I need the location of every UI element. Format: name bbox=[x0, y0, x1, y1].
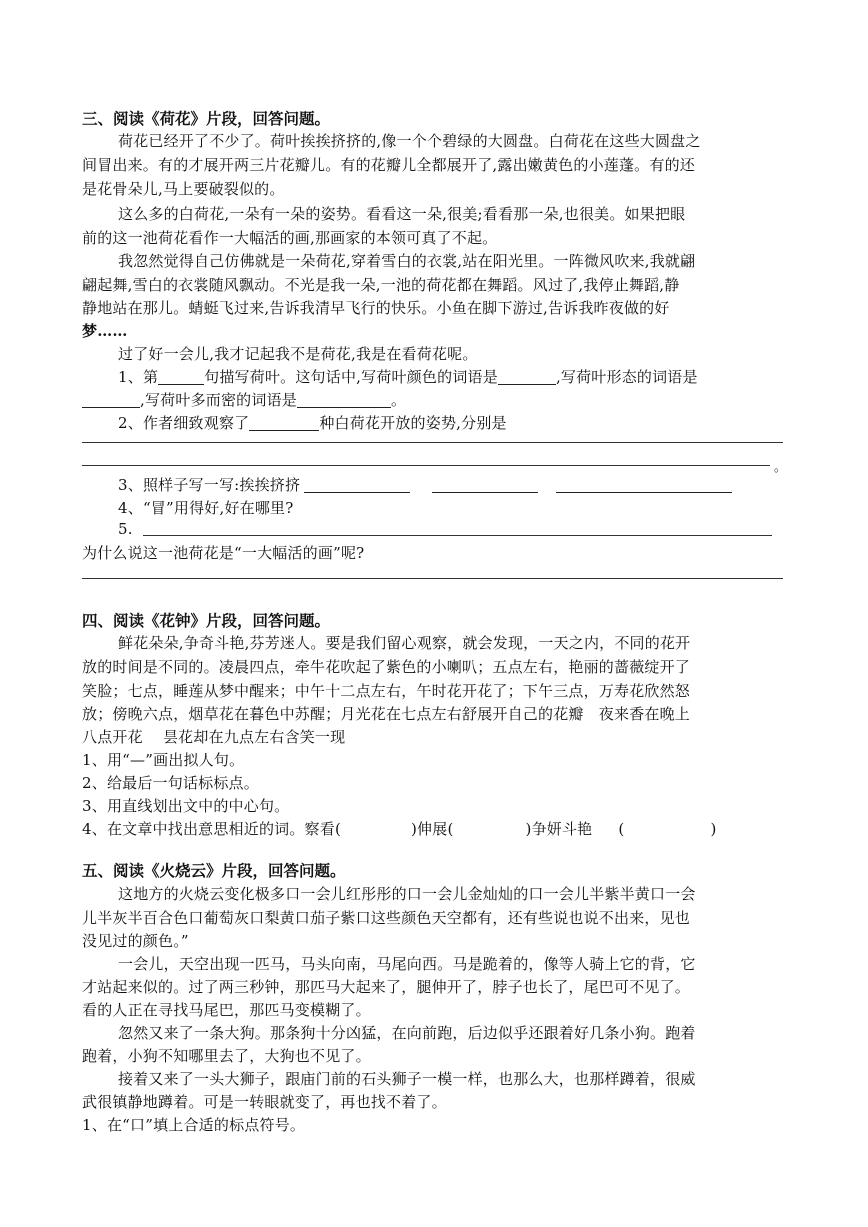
s3-q2-answer-line-2[interactable] bbox=[82, 465, 770, 466]
s5-text-line3: 没见过的颜色。” bbox=[82, 932, 189, 950]
section-4-title: 四、阅读《花钟》片段，回答问题。 bbox=[82, 612, 331, 630]
s3-paragraph4-line1: 过了好一会儿,我才记起我不是荷花,我是在看荷花呢。 bbox=[118, 345, 478, 363]
s3-q1-text-c: ,写荷叶形态的词语是 bbox=[555, 368, 698, 386]
s3-q1-blank-dense[interactable] bbox=[297, 393, 391, 408]
s4-text-line3: 笑脸；七点，睡莲从梦中醒来；中午十二点左右，午时花开花了；下午三点，万寿花欣然怒 bbox=[82, 682, 691, 700]
s5-question1: 1、在“口”填上合适的标点符号。 bbox=[82, 1116, 306, 1134]
s3-question4-line: 4、“冒”用得好,好在哪里? bbox=[118, 499, 294, 517]
s5-text-line8: 跑着，小狗不知哪里去了，大狗也不见了。 bbox=[82, 1047, 371, 1065]
s5-text-line10: 武很镇静地蹲着。可是一转眼就变了，再也找不着了。 bbox=[82, 1093, 447, 1111]
s3-q1-blank-shape[interactable] bbox=[82, 393, 140, 408]
s3-q3-blank-3[interactable] bbox=[556, 478, 732, 493]
s4-q4-text-a: 4、在文章中找出意思相近的词。察看( bbox=[82, 820, 341, 838]
s3-q2-end-period: 。 bbox=[774, 457, 787, 475]
s3-q3-blank-2[interactable] bbox=[432, 478, 538, 493]
s3-question3-line bbox=[118, 474, 732, 495]
section-3-title: 三、阅读《荷花》片段，回答问题。 bbox=[82, 110, 331, 128]
s3-q2-text-b: 种白荷花开放的姿势,分别是 bbox=[319, 414, 507, 432]
s3-question2-line bbox=[118, 412, 507, 433]
s3-q2-text-a: 2、作者细致观察了 bbox=[118, 414, 250, 432]
s3-q2-blank-count[interactable] bbox=[249, 416, 319, 431]
s3-paragraph1-line1: 荷花已经开了不少了。荷叶挨挨挤挤的,像一个个碧绿的大圆盘。白荷花在这些大圆盘之 bbox=[118, 132, 701, 150]
s3-paragraph3-line2: 翩起舞,雪白的衣裳随风飘动。不光是我一朵,一池的荷花都在舞蹈。风过了,我停止舞蹈,静 bbox=[82, 276, 680, 294]
s5-text-line5: 才站起来似的。过了两三秒钟，那匹马大起来了，腿伸开了，脖子也长了，尾巴可不见了。 bbox=[82, 978, 691, 996]
s3-q2-answer-line-1[interactable] bbox=[82, 442, 783, 443]
s4-question2: 2、给最后一句话标标点。 bbox=[82, 774, 259, 792]
s3-paragraph1-line3: 是花骨朵儿,马上要破裂似的。 bbox=[82, 180, 285, 198]
s3-question1-line2 bbox=[82, 389, 406, 410]
s5-text-line6: 看的人正在寻找马尾巴，那匹马变模糊了。 bbox=[82, 1001, 371, 1019]
s4-question1: 1、用“—”画出拟人句。 bbox=[82, 751, 245, 769]
s3-q1-text-a: 1、第 bbox=[118, 368, 159, 386]
s3-question5-text: 为什么说这一池荷花是“一大幅活的画”呢? bbox=[82, 544, 365, 562]
s3-paragraph2-line1: 这么多的白荷花,一朵有一朵的姿势。看看这一朵,很美;看看那一朵,也很美。如果把眼 bbox=[118, 205, 686, 223]
s4-text-line5: 八点开花 昙花却在九点左右含笑一现 bbox=[82, 728, 346, 746]
s3-q3-text: 3、照样子写一写:挨挨挤挤 bbox=[118, 476, 301, 494]
s3-paragraph1-line2: 间冒出来。有的才展开两三片花瓣儿。有的花瓣儿全都展开了,露出嫩黄色的小莲蓬。有的还 bbox=[82, 156, 695, 174]
s3-question5-number: 5. bbox=[118, 520, 133, 538]
s3-question1-line1 bbox=[118, 366, 698, 387]
s3-q1-text-e: 。 bbox=[390, 391, 407, 409]
s3-paragraph2-line2: 前的这一池荷花看作一大幅活的画,那画家的本领可真了不起。 bbox=[82, 229, 498, 247]
s5-text-line9: 接着又来了一头大狮子，跟庙门前的石头狮子一模一样，也那么大，也那样蹲着，很威 bbox=[118, 1070, 696, 1088]
s4-text-line4: 放；傍晚六点，烟草花在暮色中苏醒；月光花在七点左右舒展开自己的花瓣 夜来香在晚上 bbox=[82, 705, 691, 723]
s5-text-line1: 这地方的火烧云变化极多口一会儿红彤彤的口一会儿金灿灿的口一会儿半紫半黄口一会 bbox=[118, 885, 696, 903]
s3-paragraph3-line3: 静地站在那儿。蜻蜓飞过来,告诉我清早飞行的快乐。小鱼在脚下游过,告诉我昨夜做的好 bbox=[82, 299, 670, 317]
s5-text-line7: 忽然又来了一条大狗。那条狗十分凶猛，在向前跑，后边似乎还跟着好几条小狗。跑着 bbox=[118, 1024, 696, 1042]
s4-q4-text-e: ) bbox=[710, 820, 717, 838]
s3-q1-text-b: 句描写荷叶。这句话中,写荷叶颜色的词语是 bbox=[204, 368, 498, 386]
s4-question4-line bbox=[82, 818, 717, 839]
s4-q4-text-c: )争妍斗艳 bbox=[525, 820, 593, 838]
s5-text-line4: 一会儿，天空出现一匹马，马头向南，马尾向西。马是跪着的，像等人骑上它的背，它 bbox=[118, 955, 696, 973]
s3-paragraph3-line1: 我忽然觉得自己仿佛就是一朵荷花,穿着雪白的衣裳,站在阳光里。一阵微风吹来,我就翩 bbox=[118, 252, 696, 270]
s4-q4-text-b: )伸展( bbox=[411, 820, 454, 838]
s5-text-line2: 儿半灰半百合色口葡萄灰口梨黄口茄子紫口这些颜色天空都有，还有些说也说不出来，见也 bbox=[82, 909, 691, 927]
s3-q1-text-d: ,写荷叶多而密的词语是 bbox=[140, 391, 297, 409]
s3-q1-blank-color[interactable] bbox=[498, 370, 556, 385]
s3-q5-answer-line[interactable] bbox=[82, 578, 783, 579]
s4-question3: 3、用直线划出文中的中心句。 bbox=[82, 797, 290, 815]
section-5-title: 五、阅读《火烧云》片段，回答问题。 bbox=[82, 862, 346, 880]
s4-q4-text-d: ( bbox=[618, 820, 625, 838]
s4-text-line1: 鲜花朵朵,争奇斗艳,芬芳迷人。要是我们留心观察，就会发现，一天之内，不同的花开 bbox=[118, 634, 691, 652]
s3-paragraph3-line4: 梦…… bbox=[82, 322, 128, 340]
s3-q5-blank-line[interactable] bbox=[143, 535, 772, 536]
s3-q3-blank-1[interactable] bbox=[304, 478, 410, 493]
s3-q1-blank-sentence[interactable] bbox=[158, 370, 204, 385]
s4-text-line2: 放的时间是不同的。凌晨四点，牵牛花吹起了紫色的小喇叭；五点左右，艳丽的蔷薇绽开了 bbox=[82, 658, 691, 676]
